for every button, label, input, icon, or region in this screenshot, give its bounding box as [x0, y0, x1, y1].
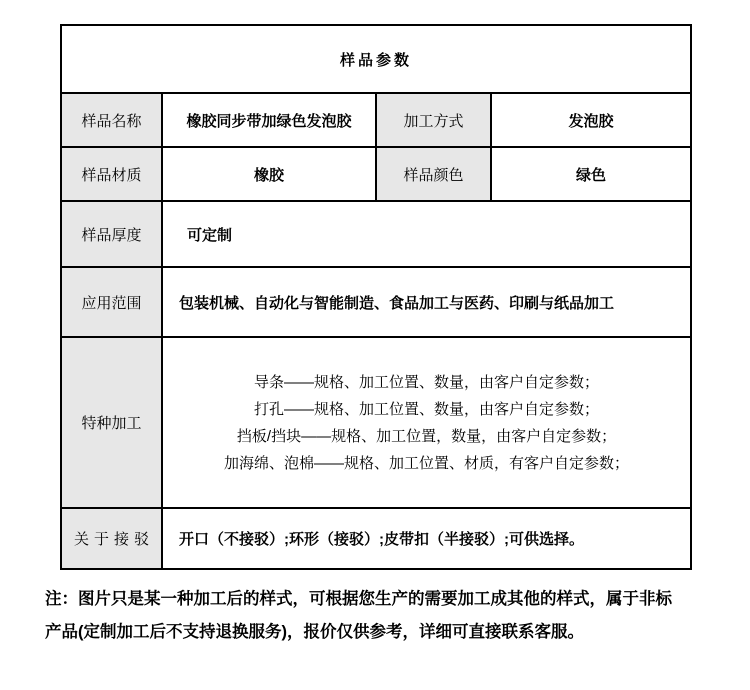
sample-thickness-value: 可定制 — [162, 201, 691, 267]
processing-method-value: 发泡胶 — [491, 93, 691, 147]
special-processing-value — [162, 337, 691, 508]
sample-material-value: 橡胶 — [162, 147, 376, 201]
sample-color-label: 样品颜色 — [376, 147, 491, 201]
sample-thickness-label: 样品厚度 — [61, 201, 162, 267]
table-row — [61, 93, 691, 147]
table-row — [61, 267, 691, 337]
sample-material-label: 样品材质 — [61, 147, 162, 201]
splicing-value: 开口（不接驳）;环形（接驳）;皮带扣（半接驳）;可供选择。 — [162, 508, 691, 569]
special-processing-line: 导条——规格、加工位置、数量，由客户自定参数； — [254, 373, 600, 391]
table-row — [61, 508, 691, 569]
sample-color-value: 绿色 — [491, 147, 691, 201]
table-title-row — [61, 25, 691, 93]
processing-method-label: 加工方式 — [376, 93, 491, 147]
special-processing-line: 加海绵、泡棉——规格、加工位置、材质，有客户自定参数； — [224, 454, 630, 472]
sample-name-value: 橡胶同步带加绿色发泡胶 — [162, 93, 376, 147]
sample-name-label: 样品名称 — [61, 93, 162, 147]
special-processing-label: 特种加工 — [61, 337, 162, 508]
spec-table — [60, 24, 692, 570]
application-range-value: 包装机械、自动化与智能制造、食品加工与医药、印刷与纸品加工 — [162, 267, 691, 337]
table-title: 样品参数 — [61, 25, 691, 93]
application-range-label: 应用范围 — [61, 267, 162, 337]
special-processing-line: 打孔——规格、加工位置、数量，由客户自定参数； — [254, 400, 600, 418]
table-row — [61, 337, 691, 508]
special-processing-line: 挡板/挡块——规格、加工位置，数量，由客户自定参数； — [236, 427, 617, 445]
table-row — [61, 147, 691, 201]
table-row — [61, 201, 691, 267]
footnote — [45, 583, 735, 649]
splicing-label: 关于接驳 — [61, 508, 162, 569]
footnote-line: 产品(定制加工后不支持退换服务)，报价仅供参考，详细可直接联系客服。 — [45, 623, 584, 641]
footnote-line: 注：图片只是某一种加工后的样式，可根据您生产的需要加工成其他的样式，属于非标 — [45, 590, 672, 608]
